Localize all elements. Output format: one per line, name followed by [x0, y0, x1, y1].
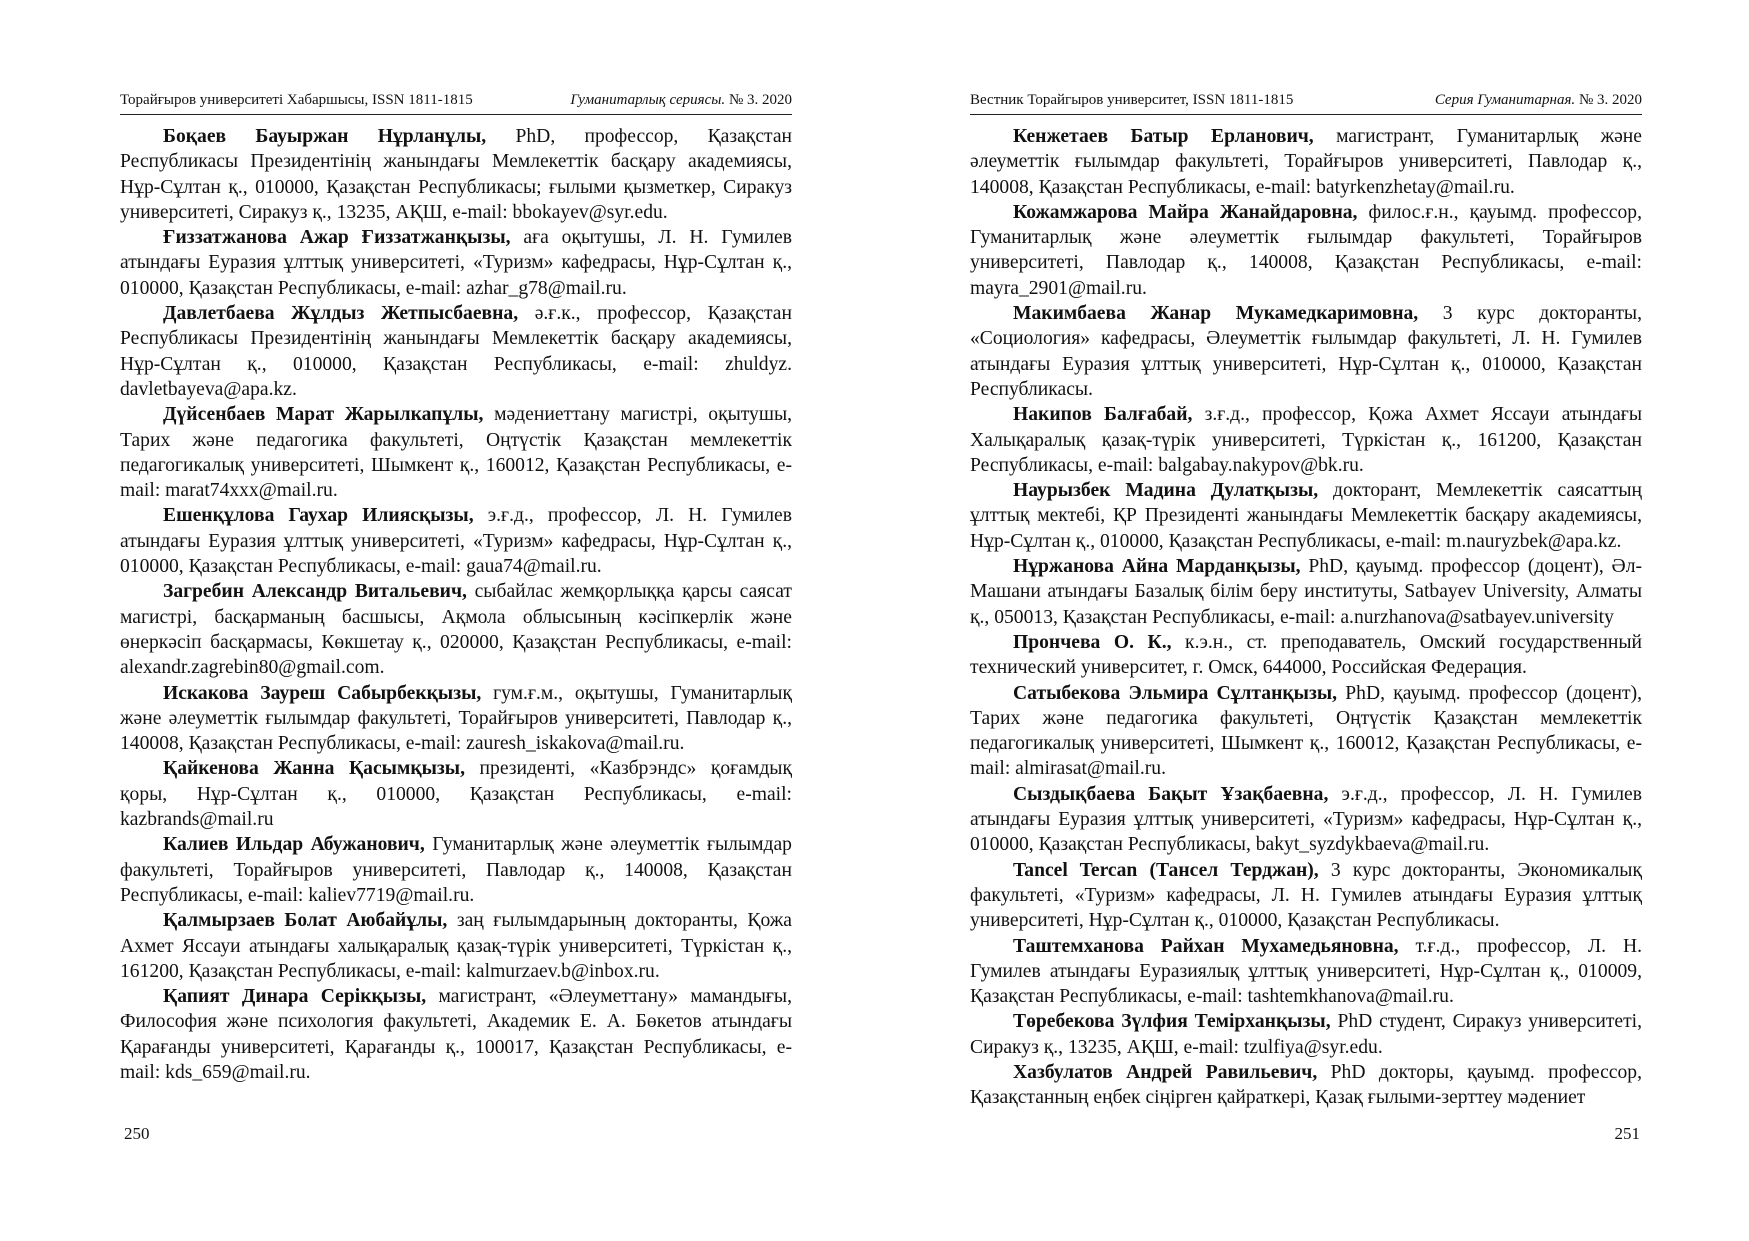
- author-details: гум.ғ.м., оқытушы, Гуманитарлық және әлеуметтік ғылымдар факультеті, Торайғыров университеті, Павлодар қ., 140008, Қазақстан Республикасы, e-mail: zauresh_iskakova@mail.ru.: [120, 682, 792, 755]
- author-entry: [120, 503, 792, 579]
- series-name: Гуманитарлық сериясы.: [570, 92, 726, 108]
- author-entry: [970, 478, 1642, 554]
- author-entry: [970, 934, 1642, 1010]
- author-name: Давлетбаева Жұлдыз Жетпысбаевна,: [163, 303, 519, 325]
- author-name: Загребин Александр Витальевич,: [163, 581, 467, 603]
- series-issue: [570, 92, 792, 109]
- author-details: аға оқытушы, Л. Н. Гумилев атындағы Еуразия ұлттық университеті, «Туризм» кафедрасы, Нұр-Сұлтан қ., 010000, Қазақстан Республикасы, e-mail: azhar_g78@mail.ru.: [120, 227, 792, 299]
- author-entry: [970, 402, 1642, 478]
- author-details: мәдениеттану магистрі, оқытушы, Тарих және педагогика факультеті, Оңтүстік Қазақстан мемлекеттік педагогикалық университеті, Шымкент қ., 160012, Қазақстан Республикасы, e-mail: marat74xxx@mail.ru.: [120, 404, 793, 502]
- author-name: Накипов Балғабай,: [1013, 404, 1193, 426]
- author-name: Наурызбек Мадина Дулатқызы,: [1013, 480, 1319, 502]
- author-list: [120, 124, 792, 1085]
- author-entry: [970, 782, 1642, 858]
- author-entry: [970, 301, 1642, 402]
- author-entry: [970, 124, 1642, 200]
- author-details: 3 курс докторанты, «Социология» кафедрасы, Әлеуметтік ғылымдар факультеті, Л. Н. Гумилев атындағы Еуразия ұлттық университеті, Нұр-Сұлтан қ., 010000, Қазақстан Республикасы.: [970, 303, 1642, 400]
- page-number: 251: [1614, 1124, 1640, 1143]
- author-name: Макимбаева Жанар Мукамедкаримовна,: [1013, 303, 1419, 325]
- author-name: Сыздықбаева Бақыт Ұзақбаевна,: [1013, 783, 1329, 805]
- author-details: сыбайлас жемқорлыққа қарсы саясат магистрі, басқарманың басшысы, Ақмола облысының кәсіпкерлік және өнеркәсіп басқармасы, Көкшетау қ., 020000, Қазақстан Республикасы, e-mail: alexandr.zagrebin80@gmail.com.: [120, 581, 792, 679]
- page-number: 250: [124, 1124, 150, 1143]
- author-details: магистрант, «Әлеуметтану» мамандығы, Философия және психология факультеті, Академик Е. А. Бөкетов атындағы Қарағанды университеті, Қарағанды қ., 100017, Қазақстан Республикасы, e-mail: kds_659@mail.ru.: [120, 986, 792, 1083]
- author-name: Дүйсенбаев Марат Жарылкапұлы,: [163, 404, 484, 426]
- author-name: Кенжетаев Батыр Ерланович,: [1013, 126, 1314, 147]
- author-name: Қайкенова Жанна Қасымқызы,: [163, 758, 465, 780]
- author-entry: [970, 1060, 1642, 1111]
- author-details: докторант, Мемлекеттік саясаттың ұлттық мектебі, ҚР Президенті жанындағы Мемлекеттік басқару академиясы, Нұр-Сұлтан қ., 010000, Қазақстан Республикасы, e-mail: m.nauryzbek@apa.kz.: [970, 480, 1642, 552]
- author-details: т.ғ.д., профессор, Л. Н. Гумилев атындағы Еуразиялық ұлттық университеті, Нұр-Сұлтан қ., 010009, Қазақстан Республикасы, e-mail: tashtemkhanova@mail.ru.: [970, 935, 1642, 1008]
- author-name: Қапият Динара Серікқызы,: [163, 986, 427, 1008]
- series-issue: [1435, 92, 1642, 109]
- author-details: з.ғ.д., профессор, Қожа Ахмет Яссауи атындағы Халықаралық қазақ-түрік университеті, Түркістан қ., 161200, Қазақстан Республикасы, e-mail: balgabay.nakypov@bk.ru.: [970, 404, 1643, 476]
- author-entry: [120, 908, 792, 984]
- author-entry: [970, 630, 1642, 681]
- author-name: Қалмырзаев Болат Аюбайұлы,: [163, 910, 448, 932]
- author-entry: [120, 225, 792, 301]
- author-details: ә.ғ.к., профессор, Қазақстан Республикасы Президентінің жанындағы Мемлекеттік басқару академиясы, Нұр-Сұлтан қ., 010000, Қазақстан Республикасы, e-mail: zhuldyz. davletbayeva@apa.kz.: [120, 303, 792, 400]
- author-details: э.ғ.д., профессор, Л. Н. Гумилев атындағы Еуразия ұлттық университеті, «Туризм» кафедрасы, Нұр-Сұлтан қ., 010000, Қазақстан Республикасы, e-mail: gaua74@mail.ru.: [120, 505, 792, 578]
- author-name: Ғиззатжанова Ажар Ғиззатжанқызы,: [163, 227, 511, 249]
- issue-number: № 3. 2020: [1575, 92, 1642, 108]
- author-name: Прончева О. К.,: [1013, 631, 1172, 653]
- author-entry: [120, 756, 792, 832]
- right-page: [970, 0, 1642, 1241]
- author-entry: [120, 681, 792, 757]
- author-details: филос.ғ.н., қауымд. профессор, Гуманитарлық және әлеуметтік ғылымдар факультеті, Торайғыров университеті, Павлодар қ., 140008, Қазақстан Республикасы, e-mail: mayra_2901@mail.ru.: [970, 201, 1642, 299]
- author-details: Гуманитарлық және әлеуметтік ғылымдар факультеті, Торайғыров университеті, Павлодар қ., 140008, Қазақстан Республикасы, e-mail: kaliev7719@mail.ru.: [120, 834, 792, 906]
- author-name: Tancel Tercan (Тансел Терджан),: [1013, 859, 1319, 881]
- author-entry: [120, 832, 792, 908]
- author-name: Искакова Зауреш Сабырбекқызы,: [163, 682, 482, 704]
- author-name: Сатыбекова Эльмира Сұлтанқызы,: [1013, 682, 1338, 704]
- author-details: PhD студент, Сиракуз университеті, Сиракуз қ., 13235, АҚШ, e-mail: tzulfiya@syr.edu.: [970, 1011, 1643, 1058]
- journal-title: Торайғыров университеті Хабаршысы, ISSN 1811-1815: [120, 92, 473, 108]
- author-details: к.э.н., ст. преподаватель, Омский государственный технический университет, г. Омск, 644000, Российская Федерация.: [970, 631, 1642, 679]
- author-details: президенті, «Казбрэндс» қоғамдық қоры, Нұр-Сұлтан қ., 010000, Қазақстан Республикасы, e-mail: kazbrands@mail.ru: [120, 758, 792, 831]
- author-entry: [120, 124, 792, 225]
- author-entry: [120, 402, 792, 503]
- author-details: PhD, қауымд. профессор (доцент), Әл-Машани атындағы Базалық білім беру институты, Satbayev University, Алматы қ., 050013, Қазақстан Республикасы, e-mail: a.nurzhanova@satbayev.university: [970, 556, 1642, 628]
- author-entry: [120, 301, 792, 402]
- author-entry: [970, 200, 1642, 301]
- running-header: [970, 90, 1642, 115]
- author-entry: [120, 984, 792, 1085]
- series-name: Серия Гуманитарная.: [1434, 92, 1576, 108]
- author-list: [970, 124, 1642, 1111]
- author-details: э.ғ.д., профессор, Л. Н. Гумилев атындағы Еуразия ұлттық университеті, «Туризм» кафедрасы, Нұр-Сұлтан қ., 010000, Қазақстан Республикасы, bakyt_syzdykbaeva@mail.ru.: [970, 783, 1642, 856]
- author-name: Нұржанова Айна Марданқызы,: [1013, 556, 1301, 578]
- left-page: [120, 0, 792, 1241]
- author-name: Кожамжарова Майра Жанайдаровна,: [1013, 201, 1358, 223]
- running-header: [120, 90, 792, 115]
- author-name: Таштемханова Райхан Мухамедьяновна,: [1013, 935, 1399, 957]
- journal-title: Вестник Торайгыров университет, ISSN 1811-1815: [970, 92, 1294, 108]
- author-details: заң ғылымдарының докторанты, Қожа Ахмет Яссауи атындағы халықаралық қазақ-түрік университеті, Түркістан қ., 161200, Қазақстан Республикасы, e-mail: kalmurzaev.b@inbox.ru.: [120, 910, 793, 982]
- author-details: PhD докторы, қауымд. профессор, Қазақстанның еңбек сіңірген қайраткері, Қазақ ғылыми-зерттеу мәдениет: [970, 1061, 1642, 1109]
- author-name: Төребекова Зүлфия Темірханқызы,: [1013, 1011, 1331, 1033]
- author-name: Боқаев Бауыржан Нұрланұлы,: [163, 126, 487, 147]
- author-name: Хазбулатов Андрей Равильевич,: [1013, 1061, 1318, 1083]
- author-details: 3 курс докторанты, Экономикалық факультеті, «Туризм» кафедрасы, Л. Н. Гумилев атындағы Еуразия ұлттық университеті, Нұр-Сұлтан қ., 010000, Қазақстан Республикасы.: [970, 859, 1642, 932]
- author-details: PhD, қауымд. профессор (доцент), Тарих және педагогика факультеті, Оңтүстік Қазақстан мемлекеттік педагогикалық университеті, Шымкент қ., 160012, Қазақстан Республикасы, e-mail: almirasat@mail.ru.: [970, 682, 1642, 780]
- author-entry: [970, 681, 1642, 782]
- author-details: PhD, профессор, Қазақстан Республикасы Президентінің жанындағы Мемлекеттік басқару академиясы, Нұр-Сұлтан қ., 010000, Қазақстан Республикасы; ғылыми қызметкер, Сиракуз университеті, Сиракуз қ., 13235, АҚШ, e-mail: bbokayev@syr.edu.: [120, 126, 792, 223]
- author-entry: [970, 554, 1642, 630]
- author-name: Калиев Ильдар Абужанович,: [163, 834, 425, 856]
- issue-number: № 3. 2020: [725, 92, 792, 108]
- author-details: магистрант, Гуманитарлық және әлеуметтік ғылымдар факультеті, Торайғыров университеті, Павлодар қ., 140008, Қазақстан Республикасы, e-mail: batyrkenzhetay@mail.ru.: [970, 126, 1642, 198]
- author-entry: [970, 858, 1642, 934]
- author-name: Ешенқұлова Гаухар Илиясқызы,: [163, 505, 474, 527]
- author-entry: [970, 1009, 1642, 1060]
- author-entry: [120, 579, 792, 680]
